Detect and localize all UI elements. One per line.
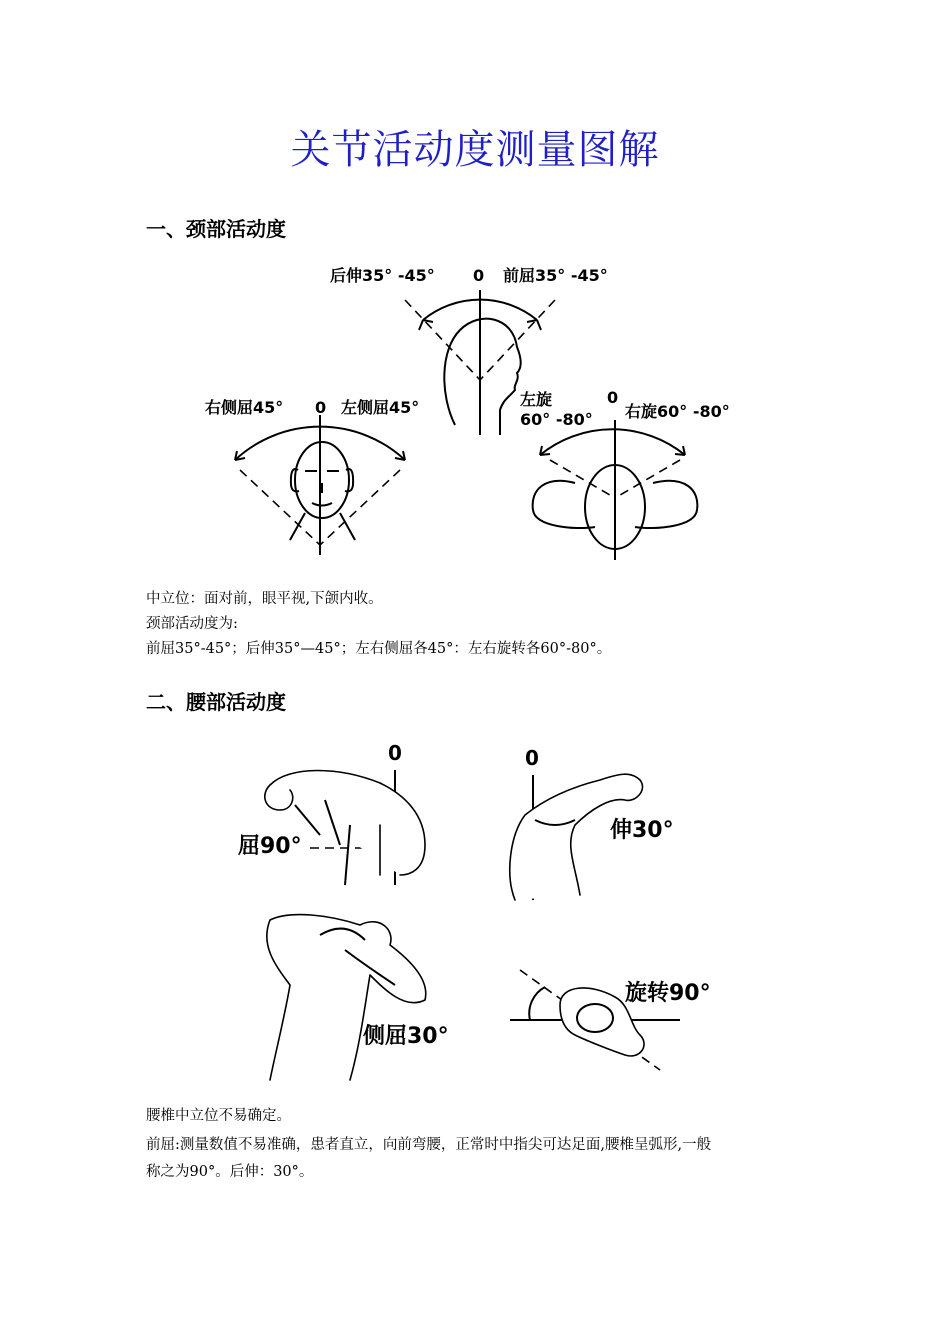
label-neck-extension: 后伸35° -45° bbox=[330, 266, 435, 285]
head-frontal-drawing bbox=[235, 415, 405, 555]
section-heading-lumbar: 二、腰部活动度 bbox=[146, 690, 286, 714]
label-neck-flexion: 前屈35° -45° bbox=[503, 266, 608, 285]
neck-text-line-1: 中立位：面对前，眼平视,下颌内收。 bbox=[146, 591, 383, 607]
lumbar-rom-figure bbox=[230, 735, 720, 1085]
label-neck-right-lateral: 右侧屈45° bbox=[205, 398, 284, 417]
label-lumbar-zero-ext: 0 bbox=[525, 746, 539, 770]
lateral-flexion-figure-drawing bbox=[267, 915, 426, 1080]
label-neck-zero-left: 0 bbox=[315, 398, 327, 417]
label-neck-zero-right: 0 bbox=[607, 388, 619, 407]
label-neck-left-lateral: 左侧屈45° bbox=[341, 398, 420, 417]
lumbar-text-line-1: 腰椎中立位不易确定。 bbox=[146, 1108, 291, 1124]
page-title: 关节活动度测量图解 bbox=[290, 127, 660, 173]
label-lumbar-lateral: 侧屈30° bbox=[363, 1024, 449, 1049]
label-lumbar-zero-flex: 0 bbox=[388, 741, 402, 765]
neck-rom-figure bbox=[195, 255, 775, 565]
neck-text-line-3: 前屈35°-45°；后伸35°—45°；左右侧屈各45°：左右旋转各60°-80°。 bbox=[146, 641, 612, 657]
label-neck-zero-top: 0 bbox=[473, 266, 485, 285]
flexion-figure-drawing bbox=[265, 770, 425, 885]
neck-text-line-2: 颈部活动度为: bbox=[146, 616, 238, 632]
label-lumbar-flexion: 屈90° bbox=[238, 834, 302, 859]
label-neck-left-rot-2: 60° -80° bbox=[520, 410, 593, 429]
lumbar-text-line-3: 称之为90°。后伸：30°。 bbox=[146, 1164, 314, 1180]
section-heading-neck: 一、颈部活动度 bbox=[146, 217, 286, 241]
head-topview-drawing bbox=[533, 420, 698, 560]
label-lumbar-rotation: 旋转90° bbox=[625, 981, 711, 1006]
label-neck-left-rot-1: 左旋 bbox=[520, 390, 553, 409]
lumbar-text-line-2: 前屈:测量数值不易准确，患者直立，向前弯腰，正常时中指尖可达足面,腰椎呈弧形,一般 bbox=[146, 1137, 712, 1153]
label-neck-right-rot: 右旋60° -80° bbox=[625, 402, 730, 421]
label-lumbar-extension: 伸30° bbox=[610, 818, 674, 843]
